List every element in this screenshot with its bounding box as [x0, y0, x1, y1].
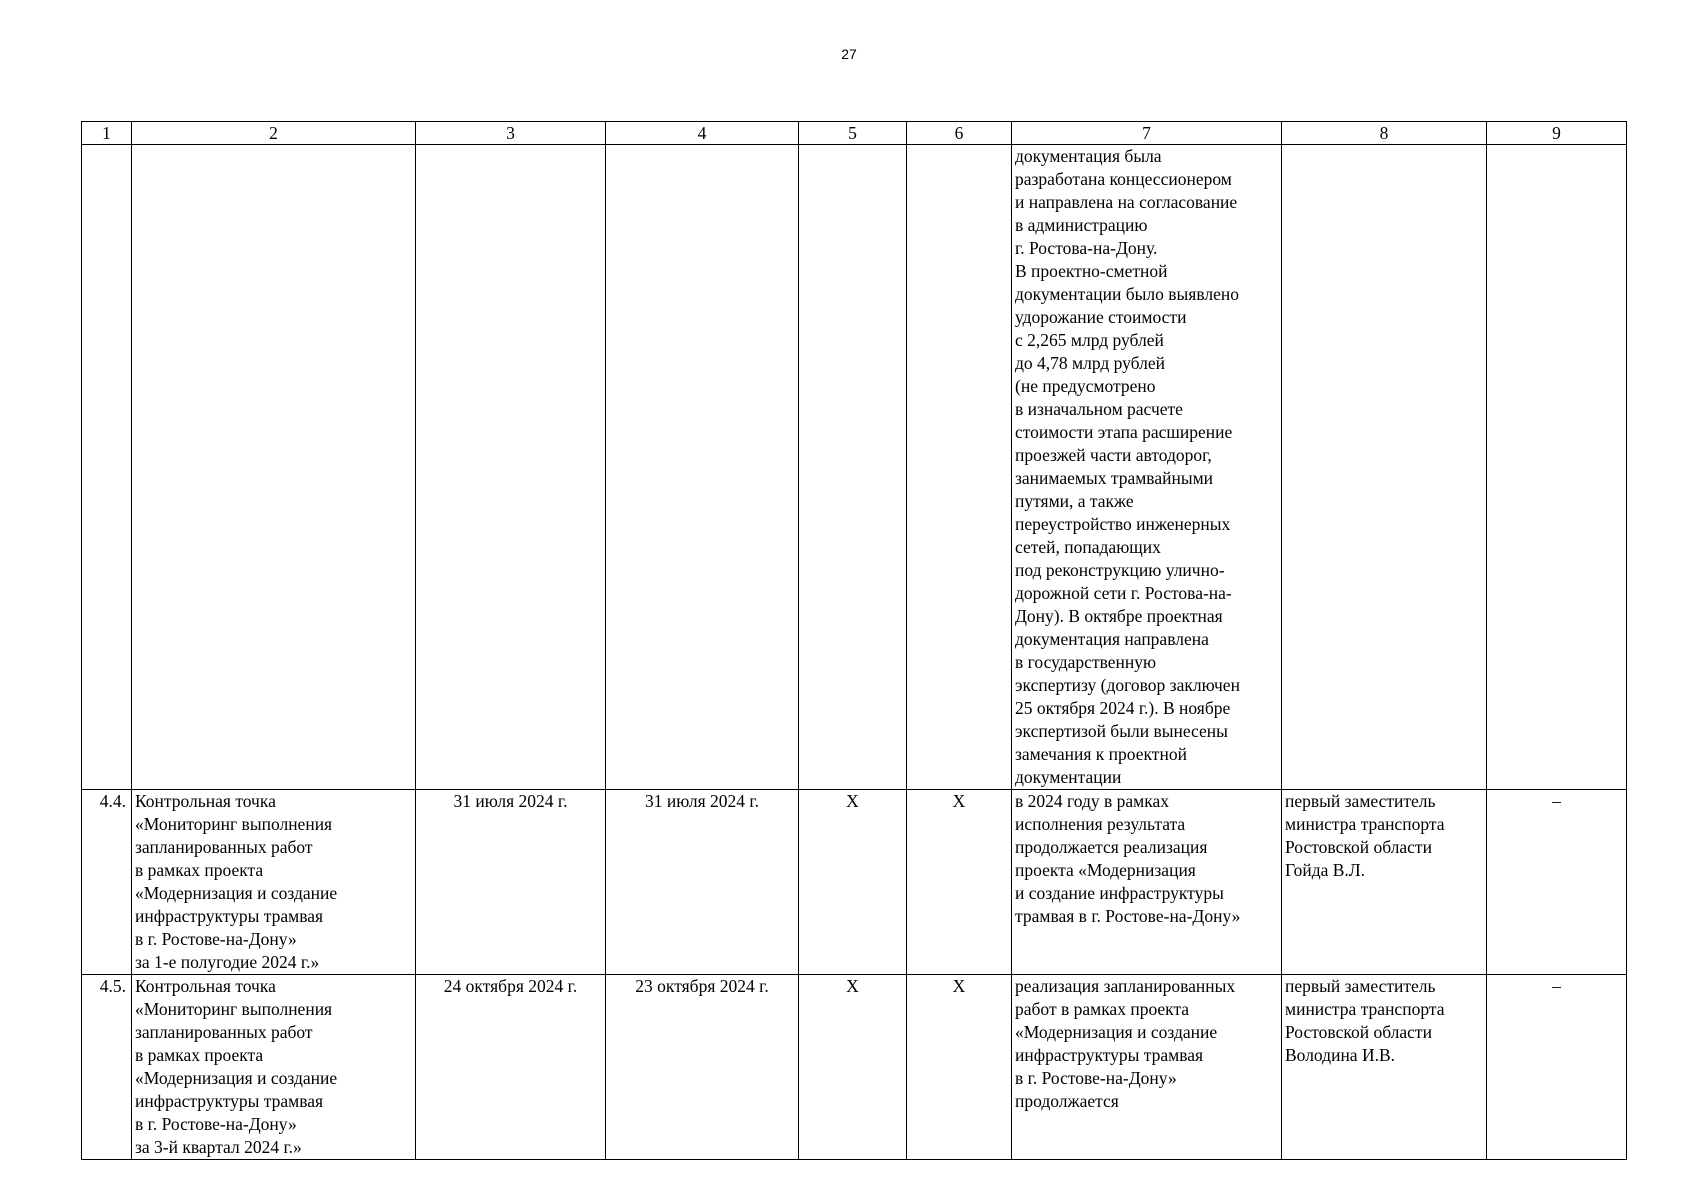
text-line: в изначальном расчете: [1015, 399, 1183, 419]
text-line: дорожной сети г. Ростова-на-: [1015, 583, 1232, 603]
cont-cell-8: [1282, 145, 1487, 790]
text-line: путями, а также: [1015, 491, 1134, 511]
text-line: продолжается: [1015, 1091, 1119, 1111]
page-number: 27: [841, 46, 857, 62]
cont-cell-6: [907, 145, 1012, 790]
text-line: исполнения результата: [1015, 814, 1186, 834]
text-line: в г. Ростове-на-Дону»: [135, 929, 297, 949]
col6-mark: X: [907, 790, 1012, 975]
cont-cell-5: [799, 145, 907, 790]
cont-cell-9: [1487, 145, 1627, 790]
text-line: в администрацию: [1015, 215, 1148, 235]
text-line: экспертизу (договор заключен: [1015, 675, 1240, 695]
col5-mark: X: [799, 975, 907, 1160]
text-line: Ростовской области: [1285, 837, 1432, 857]
text-line: запланированных работ: [135, 1022, 313, 1042]
text-line: инфраструктуры трамвая: [135, 906, 324, 926]
text-line: запланированных работ: [135, 837, 313, 857]
text-line: «Мониторинг выполнения: [135, 999, 333, 1019]
col9-value: –: [1487, 790, 1627, 975]
fact-date: 31 июля 2024 г.: [606, 790, 799, 975]
status-text: [1012, 790, 1282, 975]
text-line: в государственную: [1015, 652, 1157, 672]
text-line: продолжается реализация: [1015, 837, 1208, 857]
text-line: в рамках проекта: [135, 860, 264, 880]
text-line: первый заместитель: [1285, 976, 1436, 996]
text-line: переустройство инженерных: [1015, 514, 1231, 534]
responsible-person: [1282, 790, 1487, 975]
text-line: В проектно-сметной: [1015, 261, 1168, 281]
text-line: удорожание стоимости: [1015, 307, 1187, 327]
text-line: документации было выявлено: [1015, 284, 1239, 304]
cont-status-text: [1015, 145, 1278, 789]
text-line: «Модернизация и создание: [1015, 1022, 1218, 1042]
table-row: [82, 790, 1627, 975]
header-row: [82, 122, 1627, 145]
header-col-5: 5: [799, 122, 907, 145]
text-line: сетей, попадающих: [1015, 537, 1161, 557]
text-line: занимаемых трамвайными: [1015, 468, 1214, 488]
text-line: стоимости этапа расширение: [1015, 422, 1233, 442]
text-line: работ в рамках проекта: [1015, 999, 1190, 1019]
text-line: документация была: [1015, 146, 1162, 166]
header-col-8: 8: [1282, 122, 1487, 145]
text-line: министра транспорта: [1285, 814, 1445, 834]
header-col-7: 7: [1012, 122, 1282, 145]
text-line: и создание инфраструктуры: [1015, 883, 1224, 903]
text-line: проекта «Модернизация: [1015, 860, 1196, 880]
text-line: Ростовской области: [1285, 1022, 1432, 1042]
text-line: трамвая в г. Ростове-на-Дону»: [1015, 906, 1241, 926]
text-line: первый заместитель: [1285, 791, 1436, 811]
text-line: в г. Ростове-на-Дону»: [1015, 1068, 1177, 1088]
text-line: «Мониторинг выполнения: [135, 814, 333, 834]
header-col-6: 6: [907, 122, 1012, 145]
header-col-1: 1: [82, 122, 132, 145]
cont-status-cell: [1012, 145, 1282, 790]
fact-date: 23 октября 2024 г.: [606, 975, 799, 1160]
header-col-3: 3: [416, 122, 606, 145]
text-line: и направлена на согласование: [1015, 192, 1238, 212]
text-line: г. Ростова-на-Дону.: [1015, 238, 1158, 258]
text-line: Контрольная точка: [135, 791, 276, 811]
text-line: реализация запланированных: [1015, 976, 1236, 996]
text-line: «Модернизация и создание: [135, 1068, 338, 1088]
header-col-9: 9: [1487, 122, 1627, 145]
text-line: в г. Ростове-на-Дону»: [135, 1114, 297, 1134]
text-line: проезжей части автодорог,: [1015, 445, 1212, 465]
row-number: 4.5.: [82, 975, 132, 1160]
header-col-4: 4: [606, 122, 799, 145]
text-line: в рамках проекта: [135, 1045, 264, 1065]
text-line: до 4,78 млрд рублей: [1015, 353, 1166, 373]
text-line: Дону). В октябре проектная: [1015, 606, 1223, 626]
col9-value: –: [1487, 975, 1627, 1160]
text-line: министра транспорта: [1285, 999, 1445, 1019]
col6-mark: X: [907, 975, 1012, 1160]
continuation-row: [82, 145, 1627, 790]
text-line: документация направлена: [1015, 629, 1209, 649]
text-line: за 3-й квартал 2024 г.»: [135, 1137, 302, 1157]
plan-date: 31 июля 2024 г.: [416, 790, 606, 975]
table-row: [82, 975, 1627, 1160]
responsible-person: [1282, 975, 1487, 1160]
cont-cell-1: [82, 145, 132, 790]
text-line: за 1-е полугодие 2024 г.»: [135, 952, 320, 972]
text-line: инфраструктуры трамвая: [1015, 1045, 1204, 1065]
report-table: [81, 121, 1627, 1160]
text-line: экспертизой были вынесены: [1015, 721, 1228, 741]
header-col-2: 2: [132, 122, 416, 145]
text-line: Володина И.В.: [1285, 1045, 1396, 1065]
text-line: Гойда В.Л.: [1285, 860, 1366, 880]
row-number: 4.4.: [82, 790, 132, 975]
text-line: в 2024 году в рамках: [1015, 791, 1170, 811]
text-line: «Модернизация и создание: [135, 883, 338, 903]
text-line: (не предусмотрено: [1015, 376, 1156, 396]
control-point-name: [132, 790, 416, 975]
text-line: документации: [1015, 767, 1122, 787]
status-text: [1012, 975, 1282, 1160]
cont-cell-3: [416, 145, 606, 790]
text-line: 25 октября 2024 г.). В ноябре: [1015, 698, 1231, 718]
plan-date: 24 октября 2024 г.: [416, 975, 606, 1160]
cont-cell-2: [132, 145, 416, 790]
text-line: под реконструкцию улично-: [1015, 560, 1225, 580]
col5-mark: X: [799, 790, 907, 975]
text-line: инфраструктуры трамвая: [135, 1091, 324, 1111]
text-line: Контрольная точка: [135, 976, 276, 996]
text-line: замечания к проектной: [1015, 744, 1187, 764]
text-line: с 2,265 млрд рублей: [1015, 330, 1164, 350]
text-line: разработана концессионером: [1015, 169, 1232, 189]
control-point-name: [132, 975, 416, 1160]
cont-cell-4: [606, 145, 799, 790]
